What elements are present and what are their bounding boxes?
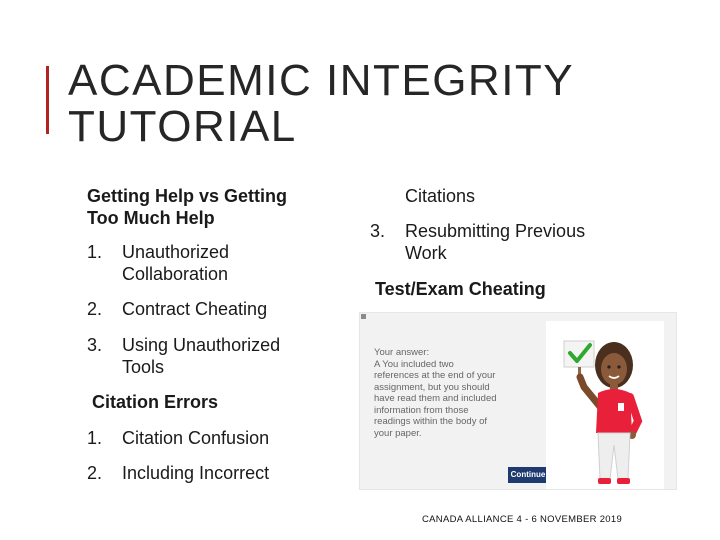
tutorial-character-figure xyxy=(546,321,664,489)
slide-title xyxy=(68,58,574,150)
heading-test-exam-cheating: Test/Exam Cheating xyxy=(375,279,546,299)
tutorial-answer-text xyxy=(374,347,514,439)
list-text-line-2: Collaboration xyxy=(122,264,229,284)
heading-getting-help xyxy=(87,185,287,229)
slide-title-line-1: ACADEMIC INTEGRITY xyxy=(68,56,575,105)
list-text xyxy=(122,241,229,285)
answer-line: references at the end of your xyxy=(374,370,496,381)
tutorial-screenshot xyxy=(359,312,677,490)
slide-footer: CANADA ALLIANCE 4 - 6 NOVEMBER 2019 xyxy=(422,514,623,525)
answer-line: assignment, but you should xyxy=(374,381,490,393)
title-accent-bar xyxy=(46,66,49,134)
heading-citation-errors: Citation Errors xyxy=(92,392,219,412)
character-face xyxy=(601,353,627,385)
character-badge xyxy=(618,403,624,411)
image-corner-marker xyxy=(361,314,366,319)
heading-getting-help-line-1: Getting Help vs Getting xyxy=(87,186,288,206)
list-number: 2. xyxy=(87,299,103,319)
character-illustration xyxy=(546,321,664,489)
answer-line: A You included two xyxy=(374,358,454,370)
list-text-line-1: Using Unauthorized xyxy=(122,335,281,355)
list-number: 1. xyxy=(87,428,103,448)
slide-title-line-2: TUTORIAL xyxy=(68,102,297,151)
list-number: 3. xyxy=(87,335,103,355)
list-number: 1. xyxy=(87,242,103,262)
list-number: 2. xyxy=(87,463,103,483)
list-number: 3. xyxy=(370,221,386,241)
answer-line: your paper. xyxy=(374,427,422,439)
list-text: Including Incorrect xyxy=(122,463,270,483)
answer-line: readings within the body of xyxy=(374,416,488,427)
answer-line: information from those xyxy=(374,404,469,416)
list-text-line-1: Unauthorized xyxy=(122,242,230,262)
list-text xyxy=(122,334,280,378)
list-text: Contract Cheating xyxy=(122,299,268,319)
character-pants xyxy=(598,433,630,479)
list-text xyxy=(405,220,585,264)
answer-line: have read them and included xyxy=(374,393,497,404)
heading-getting-help-line-2: Too Much Help xyxy=(87,208,215,228)
tutorial-continue-button: Continue xyxy=(508,467,548,483)
list-continuation-citations: Citations xyxy=(405,186,476,206)
list-text-line-1: Resubmitting Previous xyxy=(405,221,586,241)
answer-line: Your answer: xyxy=(374,347,430,358)
list-text: Citation Confusion xyxy=(122,428,270,448)
list-text-line-2: Tools xyxy=(122,357,165,377)
list-text-line-2: Work xyxy=(405,243,447,263)
